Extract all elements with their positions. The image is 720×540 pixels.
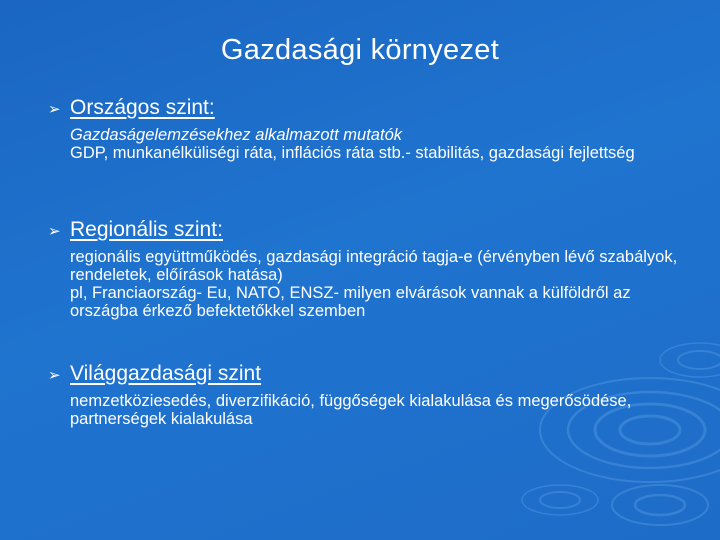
section-line: pl, Franciaország- Eu, NATO, ENSZ- milyen elvárások vannak a külföldről az országba érkező befektetőkkel szemben [70,284,631,320]
arrowhead-bullet-icon: ➢ [48,223,61,240]
section-line: regionális együttműködés, gazdasági integráció tagja-e (érvényben lévő szabályok, rendeletek, előírások hatása) [70,248,678,284]
section-line: GDP, munkanélküliségi ráta, inflációs ráta stb.- stabilitás, gazdasági fejlettség [70,144,635,162]
section-line: Gazdaságelemzésekhez alkalmazott mutatók [70,126,402,144]
section-heading: Világgazdasági szint [70,362,262,385]
slide-title: Gazdasági környezet [220,34,500,66]
section-regional [48,218,688,320]
section-line: nemzetköziesedés, diverzifikáció, függőségek kialakulása és megerősödése, partnerségek kialakulása [70,392,632,428]
arrowhead-bullet-icon: ➢ [48,101,61,118]
arrowhead-bullet-icon: ➢ [48,367,61,384]
section-national [48,96,688,162]
section-heading: Regionális szint: [70,218,223,241]
section-global [48,362,688,428]
section-heading: Országos szint: [70,96,215,119]
